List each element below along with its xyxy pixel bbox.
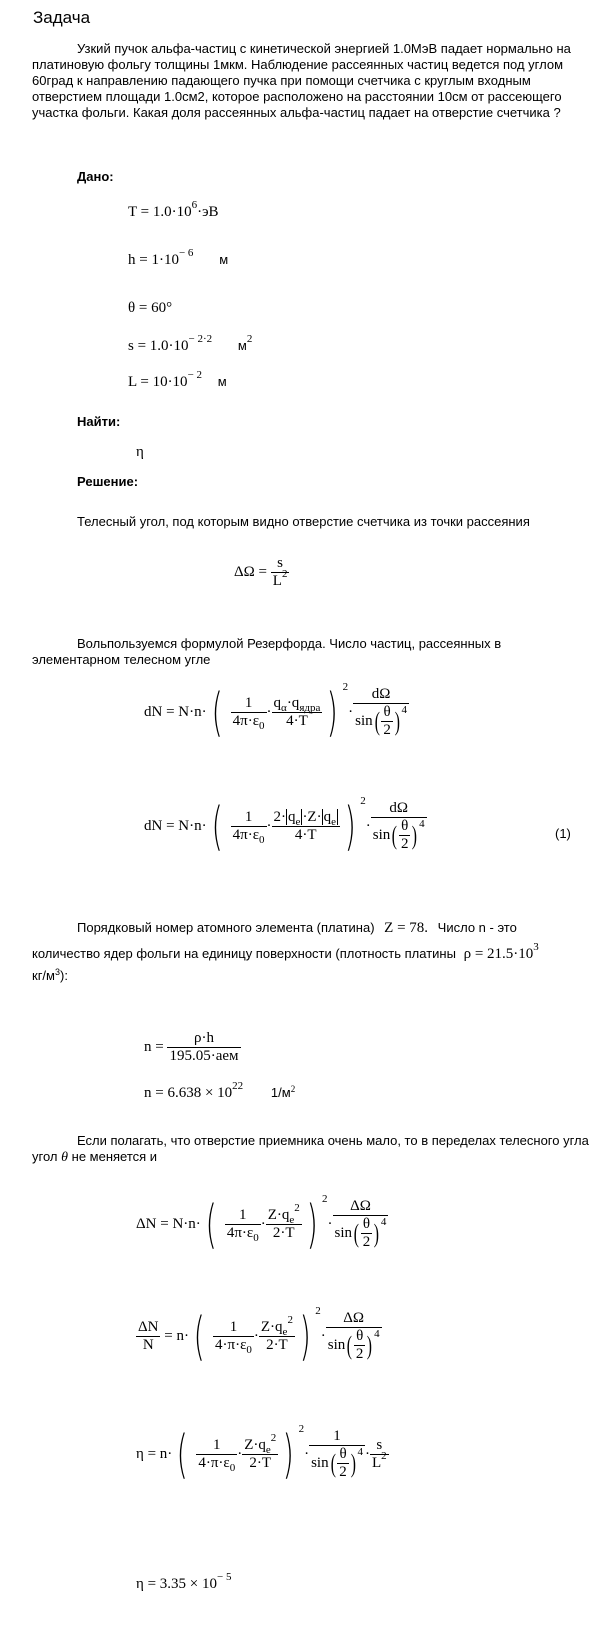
eq-n-value: $n = 6.638 \times 10^{22}$ $1/м^2$ bbox=[144, 1080, 296, 1101]
eq-T: $T = 1.0\cdot 10^6\cdot эВ$ bbox=[128, 199, 219, 220]
small-aperture-text: Если полагать, что отверстие приемника очень мало, то в переделах телесного угла угол θ не меняется и bbox=[32, 1133, 589, 1165]
find-symbol: η bbox=[136, 444, 144, 460]
eq-h: $h = 1\cdot 10^{- 6}$ м bbox=[128, 247, 229, 268]
density-unit: $кг/м^3$): bbox=[32, 967, 68, 983]
solution-heading: Решение: bbox=[77, 474, 139, 489]
density-text: количество ядер фольги на единицу поверхности (плотность платины $\rho = 21.5\cdot 10^3$ bbox=[32, 941, 539, 962]
eq-eta: η = n·( $\frac{1}{4\cdot\pi\cdot\varepsilon_0}$ · $\frac{Z\cdot q_e^2}{2\cdot T}$ ) $^2$· 1 sin( $\frac{\theta}{2}$ ) $^4$ · $\frac{s}{L^2}$ bbox=[136, 1422, 387, 1485]
rutherford-text: Вольпользуемся формулой Резерфорда. Число частиц, рассеянных в элементарном телесном угле bbox=[32, 636, 502, 667]
eq-rutherford-general: dN = N·n·( $\frac{1}{4\pi\cdot\varepsilon_0}$ · $\frac{q_\alpha\cdot q_{ядра}}{4\cdot T}$ ) $^2$· dΩ sin( $\frac{\theta}{2}$ ) $^4$ bbox=[144, 680, 408, 743]
eq-L: $L = 10\cdot 10^{- 2}$ м bbox=[128, 369, 227, 390]
eq-delta-n-ratio: $\frac{\Delta N}{N}$ = n·( $\frac{1}{4\cdot\pi\cdot\varepsilon_0}$ · $\frac{Z\cdot q_e^2}{2\cdot T}$ ) $^2$· ΔΩ sin( $\frac{\theta}{2}$ ) $^4$ bbox=[138, 1304, 380, 1367]
find-heading: Найти: bbox=[77, 414, 121, 429]
eq-delta-omega: ΔΩ = $\frac{s}{L^2}$ bbox=[234, 555, 288, 589]
equation-label: (1) bbox=[555, 826, 571, 841]
given-heading: Дано: bbox=[77, 169, 114, 184]
eq-n: n = $\frac{\rho\cdot h}{\text{195.05·аем}}$ bbox=[144, 1030, 239, 1064]
eq-result: $\eta = 3.35 \times 10^{- 5}$ bbox=[136, 1571, 232, 1592]
solid-angle-text: Телесный угол, под которым видно отверстие счетчика из точки рассеяния bbox=[77, 514, 530, 529]
eq-delta-n: ΔN = N·n·( $\frac{1}{4\pi\cdot\varepsilon_0}$ · $\frac{Z\cdot q_e^2}{2\cdot T}$ ) $^2$· ΔΩ sin( $\frac{\theta}{2}$ ) $^4$ bbox=[136, 1192, 387, 1255]
problem-text: Узкий пучок альфа-частиц с кинетической энергией 1.0МэВ падает нормально на платиновую фольгу толщины 1мкм. Наблюдение рассеянных частиц ведется под углом 60град к направлению падающего пучка при помощи счетчика с круглым входным отверстием площади 1.0см2, которое расположено на расстоянии 10см от рассеющего участка фольги. Какая доля рассеянных альфа-частиц падает на отверстие счетчика ? bbox=[32, 41, 571, 120]
eq-s: $s = 1.0\cdot 10^{- 2\cdot 2}$ $м^2$ bbox=[128, 333, 253, 354]
eq-rutherford-1: dN = N·n·( $\frac{1}{4\pi\cdot\varepsilon_0}$ · $\frac{2\cdot q_e \cdot Z\cdot q_e}{4\cdot T}$ ) $^2$· dΩ sin( $\frac{\theta}{2}$ ) $^4$ bbox=[144, 794, 425, 857]
atomic-number-text: Порядковый номер атомного элемента (платина) Z = 78. Число n - это bbox=[77, 920, 517, 936]
page-title: Задача bbox=[33, 8, 91, 27]
eq-theta: θ = 60° bbox=[128, 300, 173, 316]
